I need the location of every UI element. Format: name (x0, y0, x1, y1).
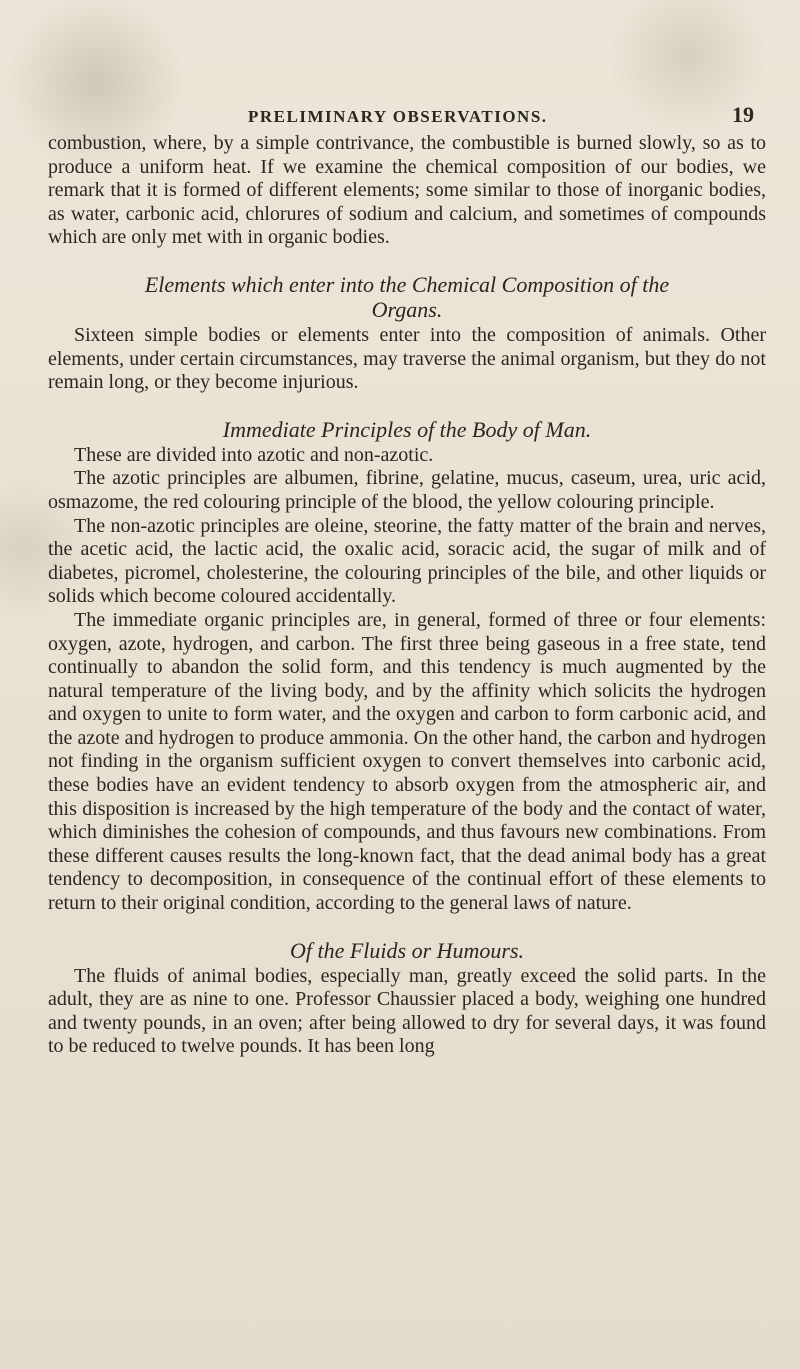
paragraph-fluids: The fluids of animal bodies, especially man, greatly exceed the solid parts. In the adult, they are as nine to one. Professor Chaussier placed a body, weighing one hundred and twenty pounds, in an oven; after being allowed to dry for several days, it was found to be reduced to twelve pounds. It has been long (48, 964, 766, 1058)
heading-fluids: Of the Fluids or Humours. (289, 937, 525, 963)
page-number: 19 (732, 102, 754, 127)
paragraph-immediate-organic: The immediate organic principles are, in general, formed of three or four elements: oxygen, azote, hydrogen, and carbon. The first three being gaseous in a free state, tend continually to abandon the solid form, and this tendency is much augmented by the natural temperature of the living body, and by the affinity which solicits the hydrogen and oxygen to unite to form water, and the oxygen and carbon to form carbonic acid, and the azote and hydrogen to produce ammonia. On the other hand, the carbon and hydrogen not finding in the organism sufficient oxygen to convert themselves into carbonic acid, these bodies have an evident tendency to absorb oxygen from the atmospheric air, and this disposition is increased by the high temperature of the body and the contact of water, which diminishes the cohesion of compounds, and thus favours new combinations. From these different causes results the long-known fact, that the dead animal body has a great tendency to decomposition, in consequence of the continual effort of these elements to return to their original condition, according to the general laws of nature. (48, 608, 766, 915)
paragraph-azotic: The azotic principles are albumen, fibrine, gelatine, mucus, caseum, urea, uric acid, osmazome, the red colouring principle of the blood, the yellow colouring principle. (48, 467, 766, 513)
running-header (248, 102, 760, 128)
heading-immediate-principles: Immediate Principles of the Body of Man. (222, 416, 592, 442)
heading-elements-line1: Elements which enter into the Chemical Composition of the (144, 271, 670, 297)
heading-elements-line2: Organs. (371, 296, 443, 322)
paragraph-sixteen: Sixteen simple bodies or elements enter into the composition of animals. Other elements, under certain circumstances, may traverse the animal organism, but they do not remain long, or they become injurious. (48, 323, 766, 394)
page-text (48, 132, 766, 1059)
heading-elements (48, 272, 766, 322)
running-title: PRELIMINARY OBSERVATIONS. (248, 107, 548, 126)
paragraph-divided: These are divided into azotic and non-azotic. (74, 443, 434, 466)
paragraph-intro: combustion, where, by a simple contrivance, the combustible is burned slowly, so as to produce a uniform heat. If we examine the chemical composition of our bodies, we remark that it is formed of different elements; some similar to those of inorganic bodies, as water, carbonic acid, chlorures of sodium and calcium, and sometimes of compounds which are only met with in organic bodies. (48, 132, 766, 249)
paragraph-non-azotic: The non-azotic principles are oleine, steorine, the fatty matter of the brain and nerves, the acetic acid, the lactic acid, the oxalic acid, soracic acid, the sugar of milk and of diabetes, picromel, cholesterine, the colouring principles of the bile, and other liquids or solids which become coloured accidentally. (48, 514, 766, 608)
